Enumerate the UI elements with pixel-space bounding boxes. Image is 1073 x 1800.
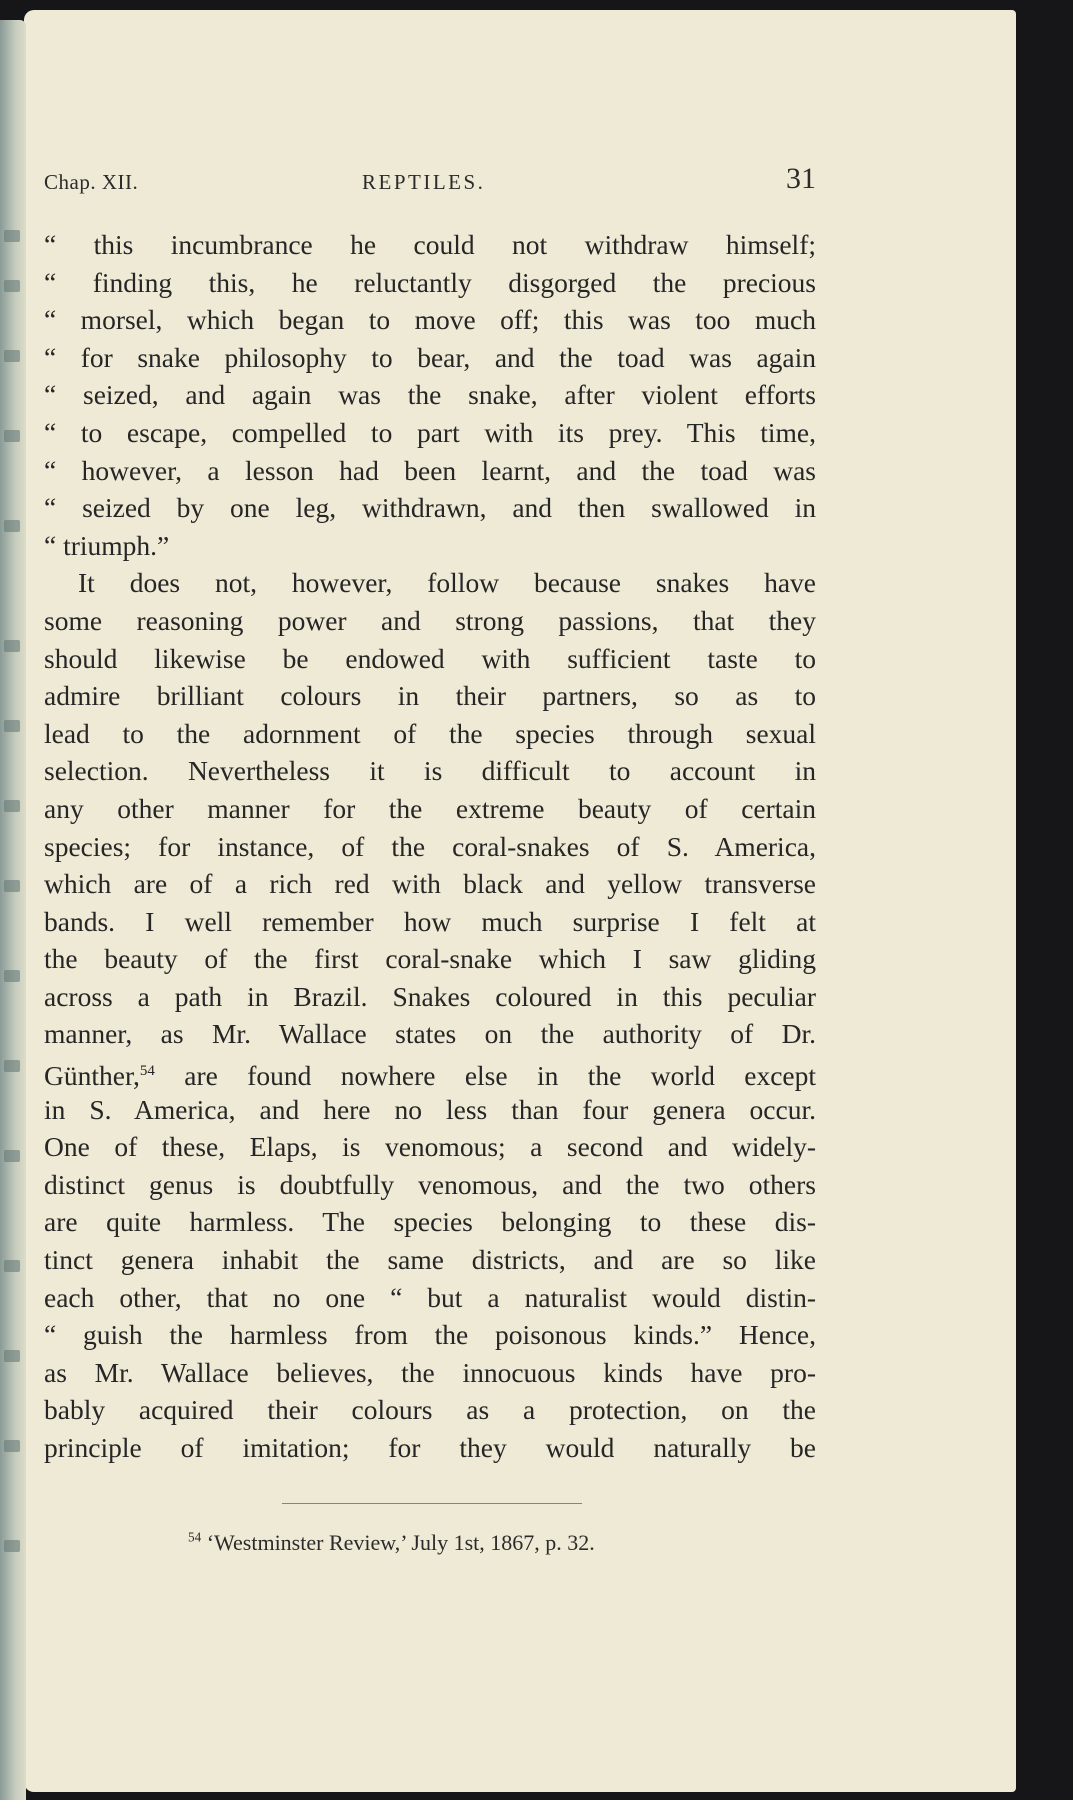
spine-mark: [4, 1350, 20, 1362]
text-fragment: Günther,: [44, 1060, 140, 1092]
text-line: in S. America, and here no less than four genera occur.: [44, 1093, 816, 1125]
text-line: “ to escape, compelled to part with its prey. This time,: [44, 416, 816, 448]
text-line: bands. I well remember how much surprise I felt at: [44, 905, 816, 937]
text-line: “ for snake philosophy to bear, and the toad was again: [44, 341, 816, 373]
text-line: “ seized, and again was the snake, after violent efforts: [44, 379, 816, 411]
text-line: as Mr. Wallace believes, the innocuous kinds have pro-: [44, 1356, 816, 1388]
text-line: “ this incumbrance he could not withdraw himself;: [44, 229, 816, 260]
spine-mark: [4, 640, 20, 652]
text-line: are quite harmless. The species belonging to these dis-: [44, 1206, 816, 1238]
text-line: tinct genera inhabit the same districts, and are so like: [44, 1244, 816, 1276]
text-line: species; for instance, of the coral-snakes of S. America,: [44, 830, 816, 862]
spine-mark: [4, 520, 20, 532]
text-line: “ morsel, which began to move off; this was too much: [44, 304, 816, 336]
text-line: some reasoning power and strong passions, that they: [44, 604, 816, 636]
spine-mark: [4, 800, 20, 812]
spine-mark: [4, 1260, 20, 1272]
text-line: bably acquired their colours as a protection, on the: [44, 1394, 816, 1426]
text-fragment: are found nowhere else in the world except: [154, 1060, 816, 1092]
text-line: “ seized by one leg, withdrawn, and then swallowed in: [44, 492, 816, 524]
spine-mark: [4, 1150, 20, 1162]
page-number: 31: [786, 162, 816, 195]
text-line: distinct genus is doubtfully venomous, and the two others: [44, 1168, 816, 1200]
text-line: lead to the adornment of the species through sexual: [44, 717, 816, 749]
text-line: any other manner for the extreme beauty of certain: [44, 792, 816, 824]
text-line: admire brilliant colours in their partners, so as to: [44, 680, 816, 712]
footnote-text: ‘Westminster Review,’ July 1st, 1867, p. 32.: [201, 1530, 595, 1555]
spine-mark: [4, 1540, 20, 1552]
spine-mark: [4, 720, 20, 732]
spine-mark: [4, 430, 20, 442]
spine-mark: [4, 230, 20, 242]
text-line: principle of imitation; for they would naturally be: [44, 1432, 816, 1463]
book-spine: [0, 20, 26, 1800]
text-line: which are of a rich red with black and yellow transverse: [44, 868, 816, 900]
text-line: It does not, however, follow because snakes have: [78, 567, 816, 599]
text-line: should likewise be endowed with sufficient taste to: [44, 642, 816, 674]
running-head: [44, 164, 816, 204]
text-line: across a path in Brazil. Snakes coloured in this peculiar: [44, 980, 816, 1012]
text-line: selection. Nevertheless it is difficult to account in: [44, 755, 816, 787]
spine-mark: [4, 1060, 20, 1072]
text-line: “ guish the harmless from the poisonous kinds.” Hence,: [44, 1319, 816, 1351]
text-line: each other, that no one “ but a naturalist would distin-: [44, 1281, 816, 1313]
chapter-label: Chap. XII.: [44, 170, 139, 194]
spine-mark: [4, 880, 20, 892]
text-line: “ finding this, he reluctantly disgorged the precious: [44, 266, 816, 298]
text-line: [44, 1053, 816, 1091]
footnote-reference: 54: [139, 1063, 155, 1080]
body-text: [44, 226, 816, 1467]
footnote-divider: [282, 1503, 582, 1504]
text-line: “ triumph.”: [44, 529, 170, 561]
text-line: manner, as Mr. Wallace states on the authority of Dr.: [44, 1018, 816, 1050]
text-line: “ however, a lesson had been learnt, and the toad was: [44, 454, 816, 486]
chapter-title: REPTILES.: [362, 170, 486, 194]
text-line: One of these, Elaps, is venomous; a second and widely-: [44, 1131, 816, 1163]
text-line: the beauty of the first coral-snake which I saw gliding: [44, 943, 816, 975]
spine-mark: [4, 280, 20, 292]
footnote: [188, 1530, 595, 1556]
spine-mark: [4, 350, 20, 362]
footnote-number: 54: [188, 1529, 202, 1545]
spine-mark: [4, 1440, 20, 1452]
spine-mark: [4, 970, 20, 982]
